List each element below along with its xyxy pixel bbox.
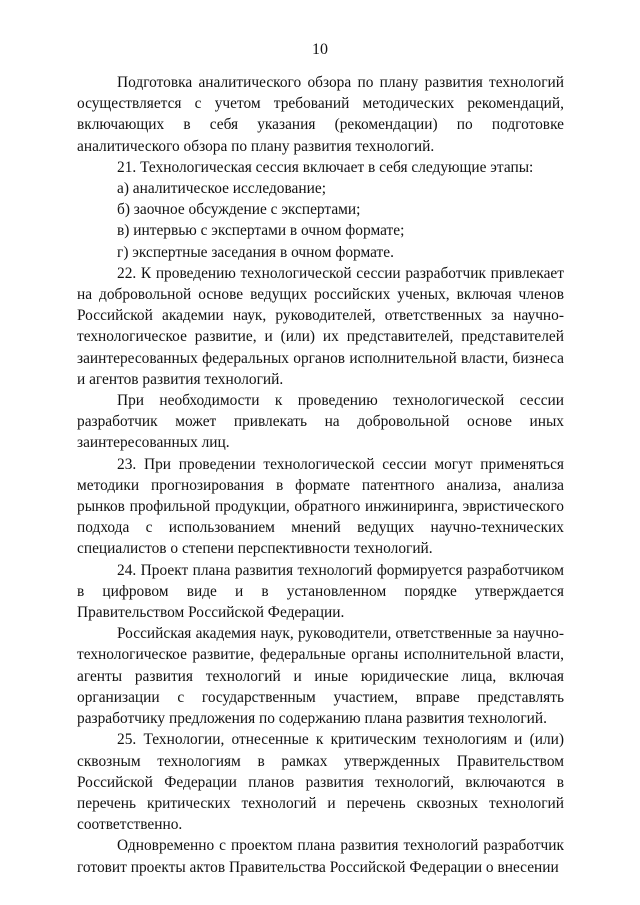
list-item-v: в) интервью с экспертами в очном формате; <box>117 222 405 240</box>
paragraph-government-acts: Одновременно с проектом плана развития технологий разработчик готовит проекты актов Правительства Российской Федерации о внесении <box>77 837 564 876</box>
list-item-g: г) экспертные заседания в очном формате. <box>117 243 394 261</box>
list-item-a: а) аналитическое исследование; <box>117 180 326 198</box>
paragraph-analytical-review: Подготовка аналитического обзора по плану развития технологий осуществляется с учетом требований методических рекомендаций, включающих в себя указания (рекомендации) по подготовке аналитического обзора по плану развития технологий. <box>77 74 564 155</box>
document-body <box>77 72 564 878</box>
paragraph-additional-participants: При необходимости к проведению технологической сессии разработчик может привлекать на добровольной основе иных заинтересованных лиц. <box>77 392 564 452</box>
page-number: 10 <box>312 41 328 58</box>
paragraph-proposals: Российская академия наук, руководители, ответственные за научно-технологическое развитие, федеральные органы исполнительной власти, агенты развития технологий и иные юридические лица, включая организации с государственным участием, вправе представлять разработчику предложения по содержанию плана развития технологий. <box>77 625 564 728</box>
list-item-b: б) заочное обсуждение с экспертами; <box>117 201 361 219</box>
paragraph-21-session-stages: 21. Технологическая сессия включает в себя следующие этапы: <box>117 158 534 176</box>
paragraph-24-plan-approval: 24. Проект плана развития технологий формируется разработчиком в цифровом виде и в установленном порядке утверждается Правительством Российской Федерации. <box>77 561 564 622</box>
paragraph-25-technology-lists: 25. Технологии, отнесенные к критическим технологиям и (или) сквозным технологиям в рамках утвержденных Правительством Российской Федерации планов развития технологий, включаются в перечень критических технологий и перечень сквозных технологий соответственно. <box>77 731 564 834</box>
paragraph-22-participants: 22. К проведению технологической сессии разработчик привлекает на добровольной основе ведущих российских ученых, включая членов Российской академии наук, руководителей, ответственных за научно-технологическое развитие, и (или) их представителей, представителей заинтересованных федеральных органов исполнительной власти, бизнеса и агентов развития технологий. <box>77 264 564 388</box>
paragraph-23-methods: 23. При проведении технологической сессии могут применяться методики прогнозирования в формате патентного анализа, анализа рынков профильной продукции, обратного инжиниринга, эвристического подхода с использованием мнений ведущих научно-технических специалистов о степени перспективности технологий. <box>77 455 564 558</box>
